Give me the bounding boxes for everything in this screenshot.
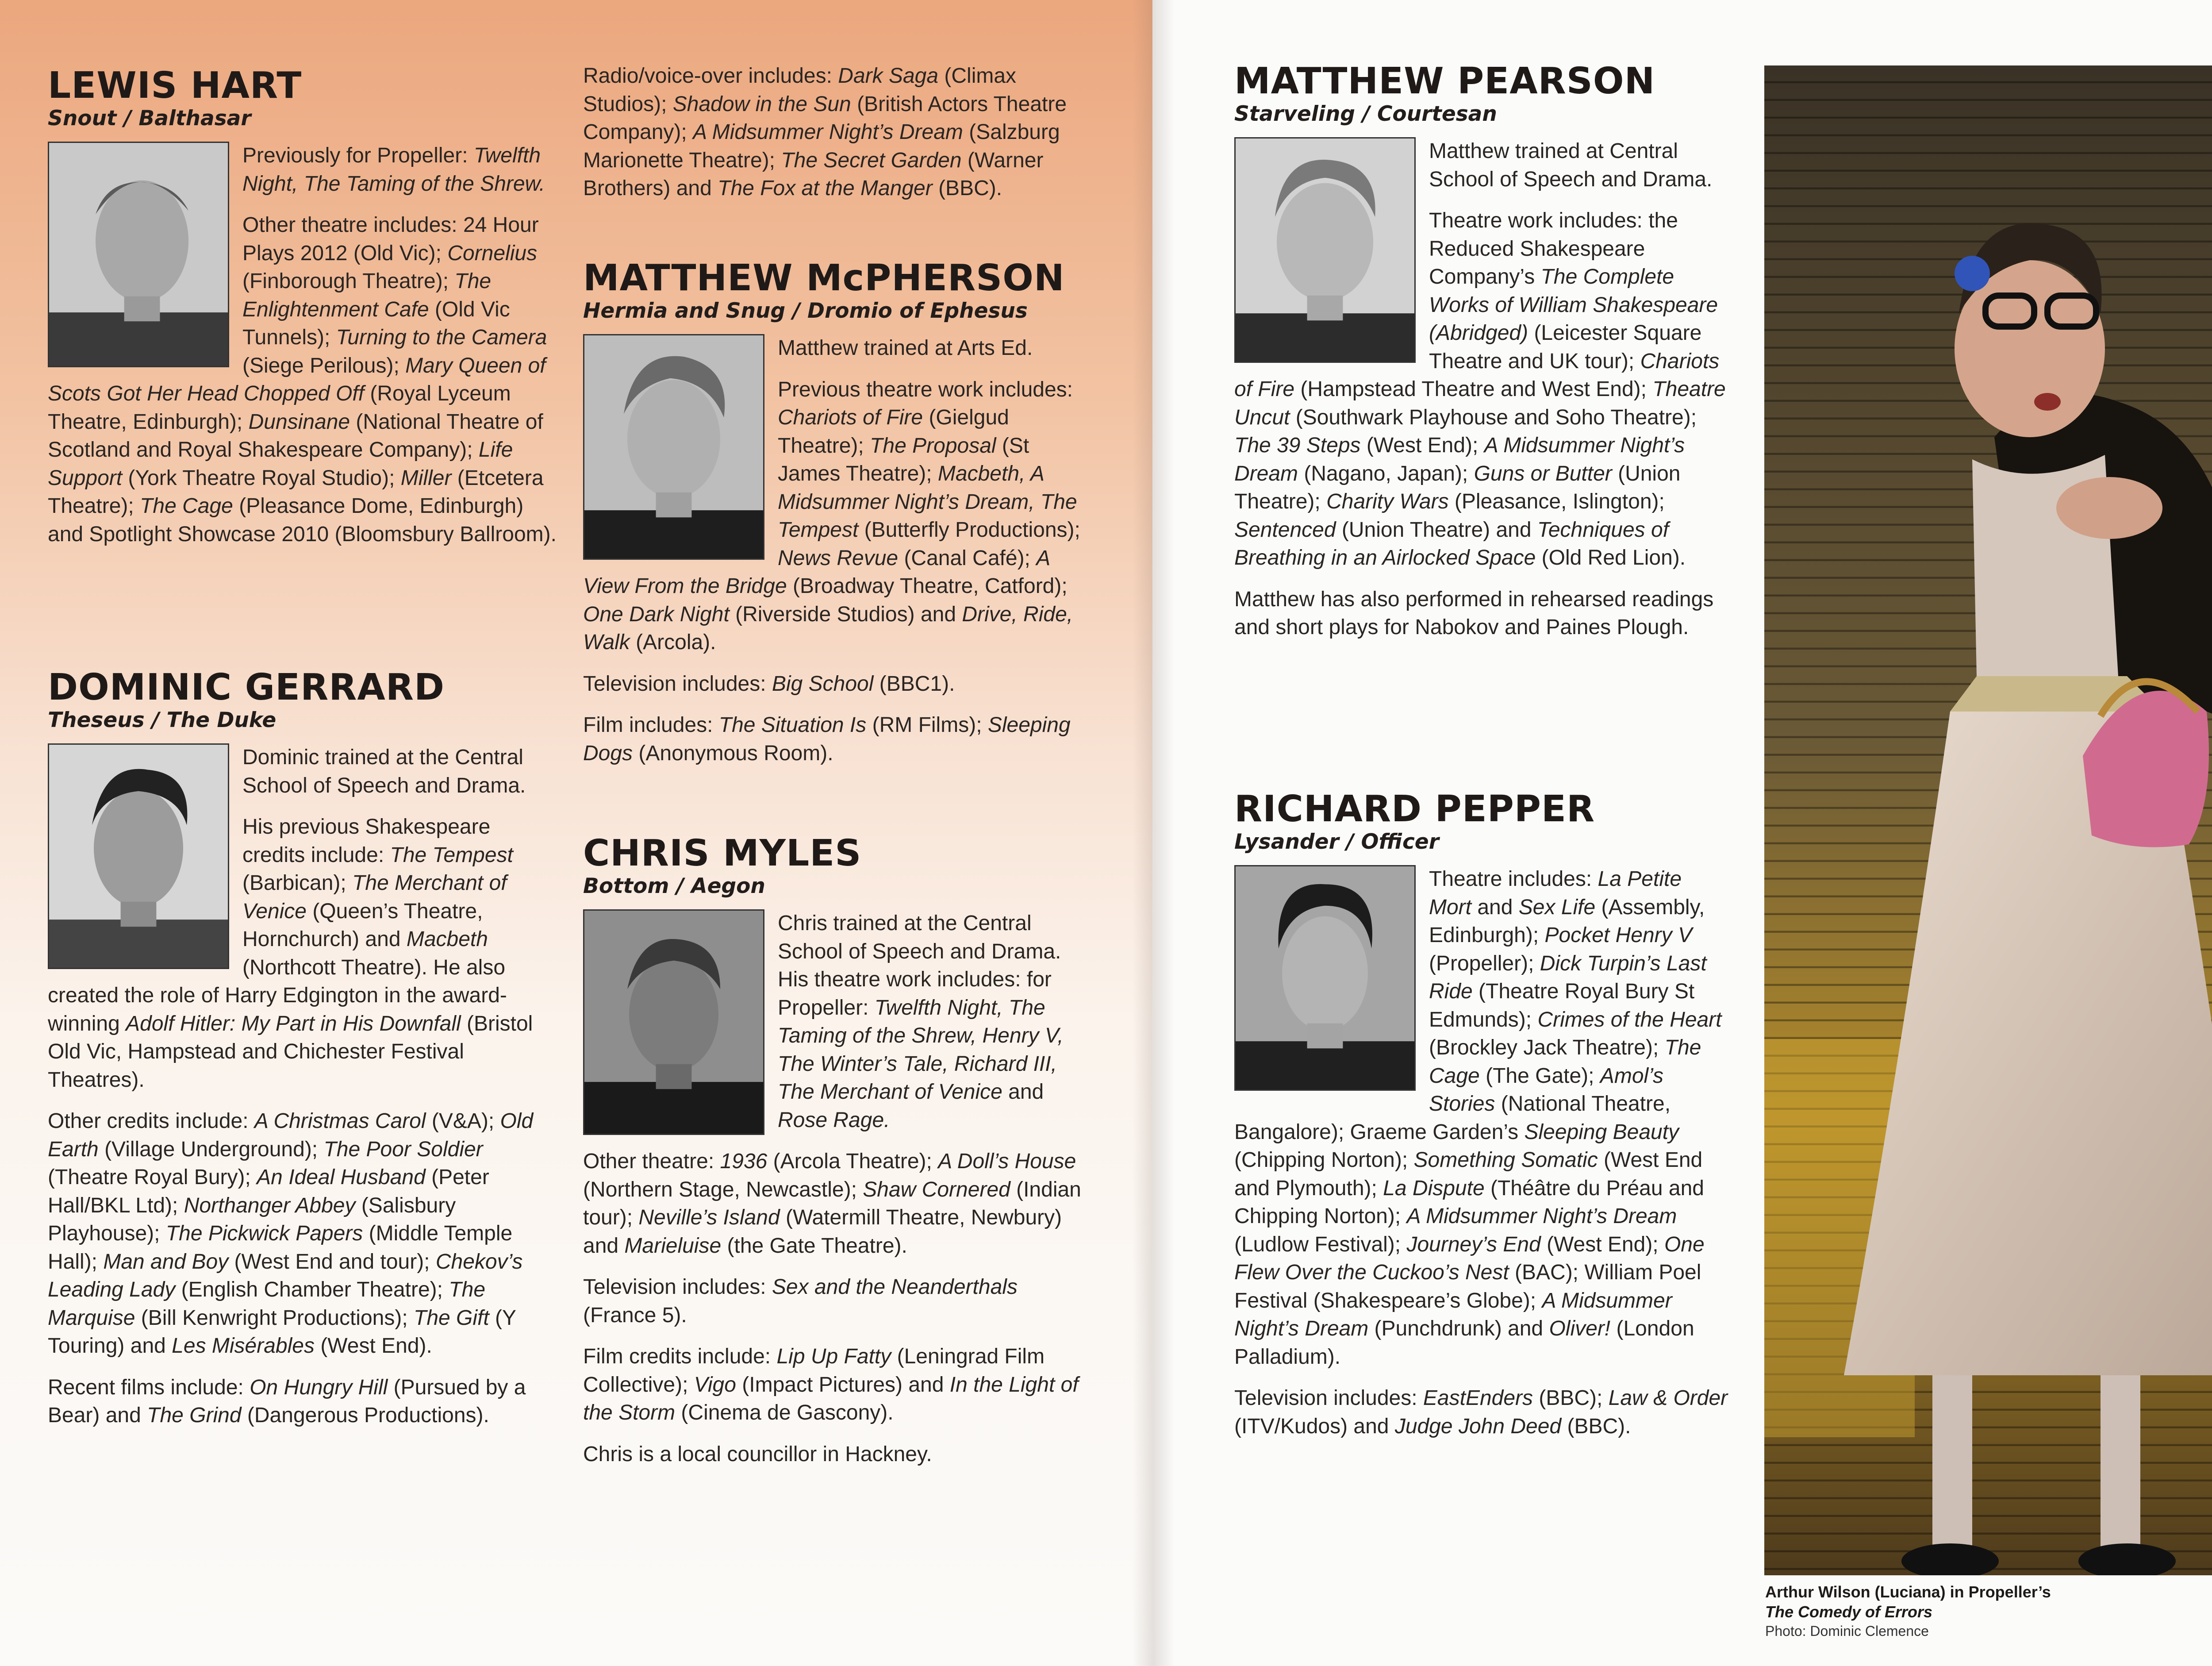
text-run: (West End); [1540, 1232, 1664, 1256]
text-run: (Chipping Norton); [1234, 1148, 1414, 1172]
text-run: (West End). [314, 1334, 432, 1358]
title-text: Shadow in the Sun [672, 92, 851, 116]
title-text: Chekov’s Leading Lady [48, 1250, 523, 1301]
text-run: (National Theatre of Scotland and Royal Shakespeare Company); [48, 410, 543, 462]
text-run: (British Actors Theatre Company); [583, 92, 1067, 144]
title-text: Les Misérables [172, 1334, 315, 1358]
text-run: and [1002, 1080, 1044, 1104]
title-text: Old Earth [48, 1109, 534, 1161]
text-run: (Pursued by a Bear) and [48, 1375, 526, 1427]
title-text: The Marquise [48, 1278, 486, 1330]
title-text: An Ideal Husband [257, 1166, 426, 1189]
text-run: (V&A); [426, 1109, 500, 1133]
title-text: The Pickwick Papers [165, 1222, 363, 1245]
bio-paragraph [583, 711, 1096, 767]
title-text: The Grind [147, 1404, 242, 1427]
text-run: (Pleasance Dome, Edinburgh) and Spotlight Showcase 2010 (Bloomsbury Ballroom). [48, 494, 557, 546]
title-text: La Dispute [1383, 1176, 1485, 1200]
bio-paragraph [48, 1374, 557, 1430]
text-run: (BBC). [1561, 1414, 1631, 1438]
title-text: Macbeth, A Midsummer Night’s Dream, The Tempest [778, 462, 1077, 542]
bio-paragraph [583, 1147, 1096, 1260]
production-photo [1764, 65, 2212, 1575]
text-run: (Warner Brothers) and [583, 148, 1044, 200]
text-run: (Propeller); [1429, 951, 1540, 975]
title-text: Twelfth Night, The Taming of the Shrew, Henry V, The Winter’s Tale, Richard III, The Merchant of Venice [778, 996, 1064, 1104]
bio-paragraph [583, 1343, 1096, 1427]
actor-role: Hermia and Snug / Dromio of Ephesus [583, 299, 1028, 323]
text-run: (Northern Stage, Newcastle); [583, 1177, 863, 1201]
text-run: (Finborough Theatre); [242, 269, 455, 293]
text-run: Theatre work includes: the Reduced Shakespeare Company’s [1429, 209, 1678, 289]
title-text: The Poor Soldier [323, 1137, 483, 1161]
title-text: Judge John Deed [1394, 1414, 1562, 1438]
text-run: and [1471, 895, 1519, 919]
title-text: Sex Life [1518, 895, 1596, 919]
title-text: Amol’s Stories [1429, 1064, 1663, 1116]
title-text: Marieluise [624, 1234, 722, 1258]
bio-chris-myles [583, 834, 1096, 1481]
title-text: Sleeping Dogs [583, 713, 1071, 765]
text-run: (Theatre Royal Bury St Edmunds); [1429, 980, 1695, 1031]
title-text: A Midsummer Night’s Dream [1234, 434, 1685, 485]
text-run: (Broadway Theatre, Catford); [787, 574, 1068, 598]
text-run: (Watermill Theatre, Newbury) and [583, 1206, 1062, 1258]
title-text: The Fox at the Manger [718, 177, 933, 200]
title-text: Big School [772, 672, 874, 696]
title-text: Dick Turpin’s Last Ride [1429, 951, 1707, 1003]
actor-name: MATTHEW McPHERSON [583, 257, 1065, 299]
actor-name: LEWIS HART [48, 65, 302, 107]
title-text: Mary Queen of Scots Got Her Head Chopped Off [48, 354, 546, 405]
text-run: (Canal Café); [898, 546, 1037, 570]
text-run: (Ludlow Festival); [1234, 1232, 1407, 1256]
bio-paragraph [583, 1440, 1096, 1469]
actor-name: RICHARD PEPPER [1234, 788, 1595, 830]
text-run: Other credits include: [48, 1109, 254, 1133]
title-text: Northanger Abbey [184, 1193, 356, 1217]
text-run: (West End); [1360, 434, 1484, 457]
actor-role: Bottom / Aegon [583, 874, 765, 898]
text-run: (London Palladium). [1234, 1317, 1694, 1369]
bio-paragraph [1234, 1384, 1730, 1440]
text-run: (Nagano, Japan); [1298, 462, 1474, 485]
actor-name: DOMINIC GERRARD [48, 666, 445, 708]
title-text: Sentenced [1234, 518, 1336, 542]
headshot-photo [48, 142, 229, 367]
title-text: Neville’s Island [638, 1206, 780, 1229]
title-text: In the Light of the Storm [583, 1373, 1079, 1424]
text-run: (Butterfly Productions); [858, 518, 1080, 542]
text-run: Television includes: [1234, 1386, 1423, 1410]
title-text: On Hungry Hill [250, 1375, 388, 1399]
text-run: (RM Films); [866, 713, 988, 737]
text-run: (Riverside Studios) and [729, 602, 962, 626]
text-run: (West End and Plymouth); [1234, 1148, 1703, 1200]
title-text: 1936 [720, 1150, 768, 1173]
title-text: Twelfth Night, The Taming of the Shrew. [242, 144, 545, 196]
text-run: Other theatre: [583, 1150, 720, 1173]
title-text: The Gift [414, 1306, 489, 1330]
caption-line: Arthur Wilson (Luciana) in Propeller’s [1765, 1583, 2051, 1601]
title-text: Dark Saga [838, 64, 939, 88]
text-run: (National Theatre, Bangalore); Graeme Garden’s [1234, 1092, 1671, 1144]
title-text: Vigo [694, 1373, 736, 1397]
caption-title: The Comedy of Errors [1765, 1603, 1933, 1621]
title-text: One Dark Night [583, 602, 730, 626]
title-text: A Midsummer Night’s Dream [1234, 1289, 1672, 1340]
title-text: Oliver! [1549, 1317, 1611, 1340]
bio-richard-pepper [1234, 790, 1730, 1454]
headshot-photo [583, 334, 764, 560]
text-run: (Théâtre du Préau and Chipping Norton); [1234, 1176, 1704, 1228]
title-text: The Enlightenment Cafe [242, 269, 492, 321]
text-run: (BAC); William Poel Festival (Shakespeare’s Globe); [1234, 1261, 1701, 1312]
title-text: Drive, Ride, Walk [583, 602, 1073, 654]
actor-name: MATTHEW PEARSON [1234, 60, 1655, 102]
text-run: (Village Underground); [98, 1137, 324, 1161]
title-text: A View From the Bridge [583, 546, 1050, 598]
text-run: Television includes: [583, 1275, 772, 1299]
title-text: Crimes of the Heart [1537, 1008, 1722, 1031]
title-text: The Complete Works of William Shakespeare (Abridged) [1429, 265, 1718, 345]
title-text: A Midsummer Night’s Dream [693, 120, 963, 144]
title-text: Rose Rage. [778, 1108, 890, 1132]
actor-role: Lysander / Officer [1234, 830, 1439, 854]
title-text: Dunsinane [248, 410, 350, 434]
text-run: (the Gate Theatre). [721, 1234, 907, 1258]
title-text: Law & Order [1608, 1386, 1728, 1410]
title-text: Techniques of Breathing in an Airlocked Space [1234, 518, 1669, 569]
title-text: Journey’s End [1406, 1232, 1541, 1256]
title-text: Macbeth [406, 927, 488, 951]
text-run: Chris trained at the Central School of Speech and Drama. His theatre work includes: for Propeller: [778, 912, 1061, 1020]
text-run: Previously for Propeller: [242, 144, 474, 167]
text-run: (BBC1). [873, 672, 955, 696]
actor-role: Theseus / The Duke [48, 708, 276, 732]
text-run: His previous Shakespeare credits include: [242, 815, 491, 867]
bio-text [583, 62, 1096, 203]
title-text: Shaw Cornered [863, 1177, 1010, 1201]
text-run: (Salisbury Playhouse); [48, 1193, 456, 1245]
text-run: (York Theatre Royal Studio); [122, 466, 401, 490]
text-run: Other theatre includes: 24 Hour Plays 2012 (Old Vic); [242, 213, 539, 265]
title-text: Turning to the Camera [336, 326, 547, 349]
text-run: (Impact Pictures) and [736, 1373, 950, 1397]
headshot-photo [48, 743, 229, 969]
text-run: (Peter Hall/BKL Ltd); [48, 1166, 489, 1217]
bio-paragraph [1234, 585, 1730, 642]
bio-paragraph [48, 1107, 557, 1360]
text-run: Film includes: [583, 713, 719, 737]
text-run: (Dangerous Productions). [241, 1404, 489, 1427]
text-run: (Assembly, Edinburgh); [1429, 895, 1705, 947]
text-run: (Royal Lyceum Theatre, Edinburgh); [48, 382, 511, 434]
title-text: Theatre Uncut [1234, 377, 1726, 429]
title-text: News Revue [778, 546, 899, 570]
text-run: (Queen’s Theatre, Hornchurch) and [242, 899, 483, 951]
text-run: Television includes: [583, 672, 772, 696]
title-text: Sleeping Beauty [1524, 1120, 1679, 1144]
title-text: The Tempest [390, 843, 513, 867]
photo-caption [1765, 1582, 2212, 1640]
actor-role: Snout / Balthasar [48, 106, 251, 131]
text-run: (Old Red Lion). [1536, 546, 1686, 569]
text-run: Matthew has also performed in rehearsed readings and short plays for Nabokov and Paines Plough. [1234, 587, 1714, 639]
title-text: Man and Boy [103, 1250, 229, 1274]
title-text: The 39 Steps [1234, 434, 1361, 457]
headshot-photo [583, 909, 764, 1135]
title-text: Chariots of Fire [1234, 349, 1720, 401]
title-text: One Flew Over the Cuckoo’s Nest [1234, 1232, 1705, 1284]
text-run: (Theatre Royal Bury); [48, 1166, 257, 1189]
photo-credit: Photo: Dominic Clemence [1765, 1623, 1929, 1639]
text-run: (Northcott Theatre). He also created the role of Harry Edgington in the award-winning [48, 955, 507, 1035]
bio-matthew-pearson [1234, 62, 1730, 655]
title-text: A Christmas Carol [254, 1109, 426, 1133]
bio-lewis-hart [48, 66, 557, 562]
text-run: (English Chamber Theatre); [175, 1278, 449, 1301]
bio-dominic-gerrard [48, 668, 557, 1443]
text-run: (Leicester Square Theatre and UK tour); [1429, 321, 1702, 373]
title-text: The Cage [140, 494, 233, 518]
headshot-photo [1234, 137, 1416, 363]
bio-continuation [583, 62, 1096, 216]
text-run: Matthew trained at Central School of Speech and Drama. [1429, 139, 1713, 191]
text-run: (Y Touring) and [48, 1306, 516, 1358]
text-run: (Etcetera Theatre); [48, 466, 544, 518]
text-run: (Punchdrunk) and [1368, 1317, 1549, 1340]
bio-paragraph [583, 670, 1096, 698]
text-run: (Brockley Jack Theatre); [1429, 1036, 1665, 1059]
text-run: (Indian tour); [583, 1177, 1081, 1229]
text-run: Matthew trained at Arts Ed. [778, 336, 1033, 360]
title-text: The Situation Is [718, 713, 867, 737]
actor-role: Starveling / Courtesan [1234, 102, 1497, 126]
title-text: Life Support [48, 438, 513, 490]
text-run: (Climax Studios); [583, 64, 1017, 116]
text-run: (Salzburg Marionette Theatre); [583, 120, 1060, 172]
text-run: (St James Theatre); [778, 434, 1029, 485]
text-run: (Pleasance, Islington); [1448, 490, 1665, 513]
text-run: (Arcola). [630, 631, 716, 654]
title-text: Miller [400, 466, 452, 490]
headshot-photo [1234, 865, 1416, 1091]
title-text: The Merchant of Venice [242, 871, 507, 923]
text-run: Radio/voice-over includes: [583, 64, 838, 88]
text-run: (BBC); [1533, 1386, 1609, 1410]
bio-paragraph [583, 62, 1096, 203]
bio-matthew-mcpherson [583, 259, 1096, 781]
text-run: (Cinema de Gascony). [675, 1401, 894, 1424]
title-text: Cornelius [447, 241, 538, 265]
title-text: Charity Wars [1326, 490, 1449, 513]
page-gutter [1133, 0, 1175, 1666]
text-run: (Old Vic Tunnels); [242, 297, 510, 349]
title-text: Sex and the Neanderthals [772, 1275, 1018, 1299]
text-run: (Bill Kenwright Productions); [135, 1306, 414, 1330]
text-run: (Barbican); [242, 871, 353, 895]
text-run: (Union Theatre); [1234, 462, 1681, 513]
text-run: Theatre includes: [1429, 867, 1598, 891]
title-text: The Cage [1429, 1036, 1701, 1088]
text-run: (Anonymous Room). [633, 741, 833, 765]
title-text: Lip Up Fatty [776, 1345, 891, 1368]
actor-name: CHRIS MYLES [583, 832, 862, 874]
bio-paragraph [583, 1273, 1096, 1329]
title-text: A Doll’s House [938, 1150, 1076, 1173]
text-run: Film credits include: [583, 1345, 777, 1368]
text-run: (Siege Perilous); [242, 354, 406, 377]
title-text: Something Somatic [1413, 1148, 1598, 1172]
title-text: Guns or Butter [1474, 462, 1612, 485]
text-run: (Southwark Playhouse and Soho Theatre); [1290, 405, 1697, 429]
title-text: A Midsummer Night’s Dream [1406, 1204, 1677, 1228]
title-text: La Petite Mort [1429, 867, 1682, 919]
text-run: Previous theatre work includes: [778, 377, 1073, 401]
title-text: Adolf Hitler: My Part in His Downfall [126, 1012, 461, 1035]
text-run: (Middle Temple Hall); [48, 1222, 513, 1274]
text-run: (The Gate); [1479, 1064, 1600, 1088]
text-run: (Arcola Theatre); [767, 1150, 938, 1173]
text-run: Chris is a local councillor in Hackney. [583, 1442, 932, 1466]
title-text: The Proposal [870, 434, 996, 458]
text-run: (BBC). [932, 177, 1002, 200]
text-run: (France 5). [583, 1303, 687, 1327]
text-run: (Leningrad Film Collective); [583, 1345, 1045, 1397]
title-text: Pocket Henry V [1544, 923, 1692, 947]
title-text: Chariots of Fire [778, 406, 923, 429]
title-text: EastEnders [1423, 1386, 1533, 1410]
text-run: Recent films include: [48, 1375, 250, 1399]
text-run: (West End and tour); [228, 1250, 436, 1274]
text-run: (Bristol Old Vic, Hampstead and Chichester Festival Theatres). [48, 1012, 533, 1092]
text-run: (Union Theatre) and [1336, 518, 1537, 542]
title-text: The Secret Garden [781, 148, 962, 172]
text-run: Dominic trained at the Central School of Speech and Drama. [242, 746, 526, 797]
text-run: (ITV/Kudos) and [1234, 1414, 1395, 1438]
text-run: (Hampstead Theatre and West End); [1294, 377, 1653, 401]
text-run: (Gielgud Theatre); [778, 406, 1009, 458]
